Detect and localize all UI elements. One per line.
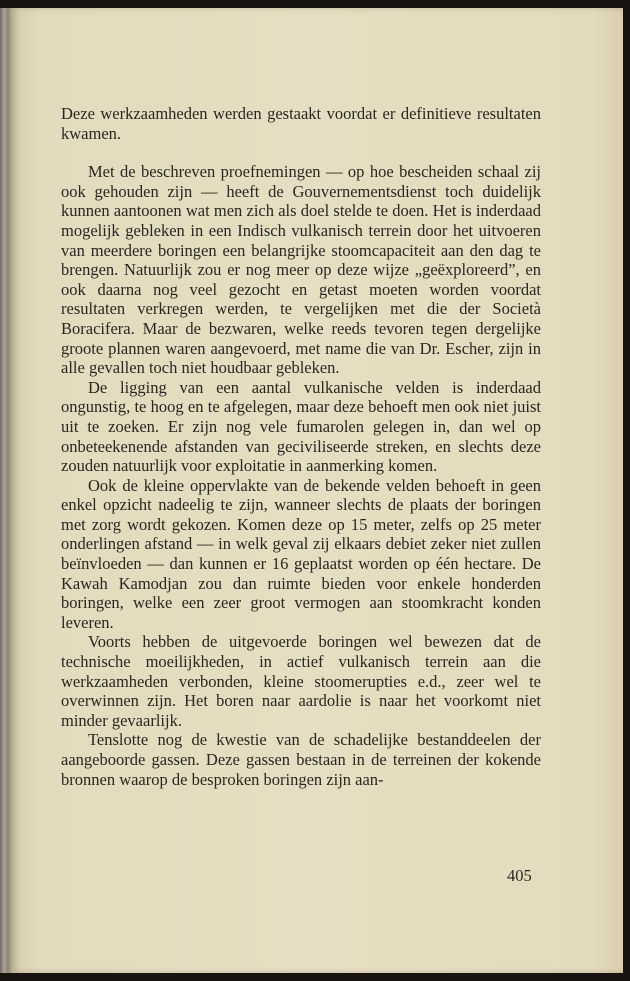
paragraph-1: Deze werkzaamheden werden gestaakt voordat er definitieve resultaten kwamen. [61, 104, 541, 143]
page-number: 405 [507, 866, 532, 885]
book-spine-edge [0, 8, 12, 973]
paragraph-5: Voorts hebben de uitgevoerde boringen wel bewezen dat de technische moeilijkheden, in actief vulkanisch terrein aan die werkzaamheden verbonden, kleine stoomerupties e.d., zeer wel te overwinnen zijn. Het boren naar aardolie is naar het voorkomt niet minder gevaarlijk. [61, 632, 541, 730]
paragraph-6: Tenslotte nog de kwestie van de schadelijke bestanddeelen der aangeboorde gassen. Deze gassen bestaan in de terreinen der kokende bronnen waarop de besproken boringen zijn aan- [61, 730, 541, 789]
paragraph-4: Ook de kleine oppervlakte van de bekende velden behoeft in geen enkel opzicht nadeelig te zijn, wanneer slechts de plaats der boringen met zorg wordt gekozen. Komen deze op 15 meter, zelfs op 25 meter onderlingen afstand — in welk geval zij elkaars debiet zeker niet zullen beïnvloeden — dan kunnen er 16 geplaatst worden op één hectare. De Kawah Kamodjan zou dan ruimte bieden voor enkele honderden boringen, welke een zeer groot vermogen aan stoomkracht konden leveren. [61, 475, 541, 632]
book-page [12, 8, 623, 973]
paragraph-3: De ligging van een aantal vulkanische velden is inderdaad ongunstig, te hoog en te afgelegen, maar deze behoeft men ook niet juist uit te zoeken. Er zijn nog vele fumarolen gelegen in, dan wel op onbeteekenende afstanden van geciviliseerde streken, en slechts deze zouden natuurlijk voor exploitatie in aanmerking komen. [61, 377, 541, 476]
body-text [61, 104, 541, 789]
paragraph-2: Met de beschreven proefnemingen — op hoe bescheiden schaal zij ook gehouden zijn — heeft de Gouvernementsdienst toch duidelijk kunnen aantoonen wat men zich als doel stelde te doen. Het is inderdaad mogelijk gebleken in een Indisch vulkanisch terrein door het uitvoeren van meerdere boringen een belangrijke stoomcapaciteit aan den dag te brengen. Natuurlijk zou er nog meer op deze wijze „geëxploreerd”, en ook daarna nog veel gezocht en getast moeten worden voordat resultaten verkregen werden, te vergelijken met die der Società Boracifera. Maar de bezwaren, welke reeds tevoren tegen dergelijke groote plannen waren aangevoerd, met name die van Dr. Escher, zijn in alle gevallen toch niet houdbaar gebleken. [61, 162, 541, 378]
